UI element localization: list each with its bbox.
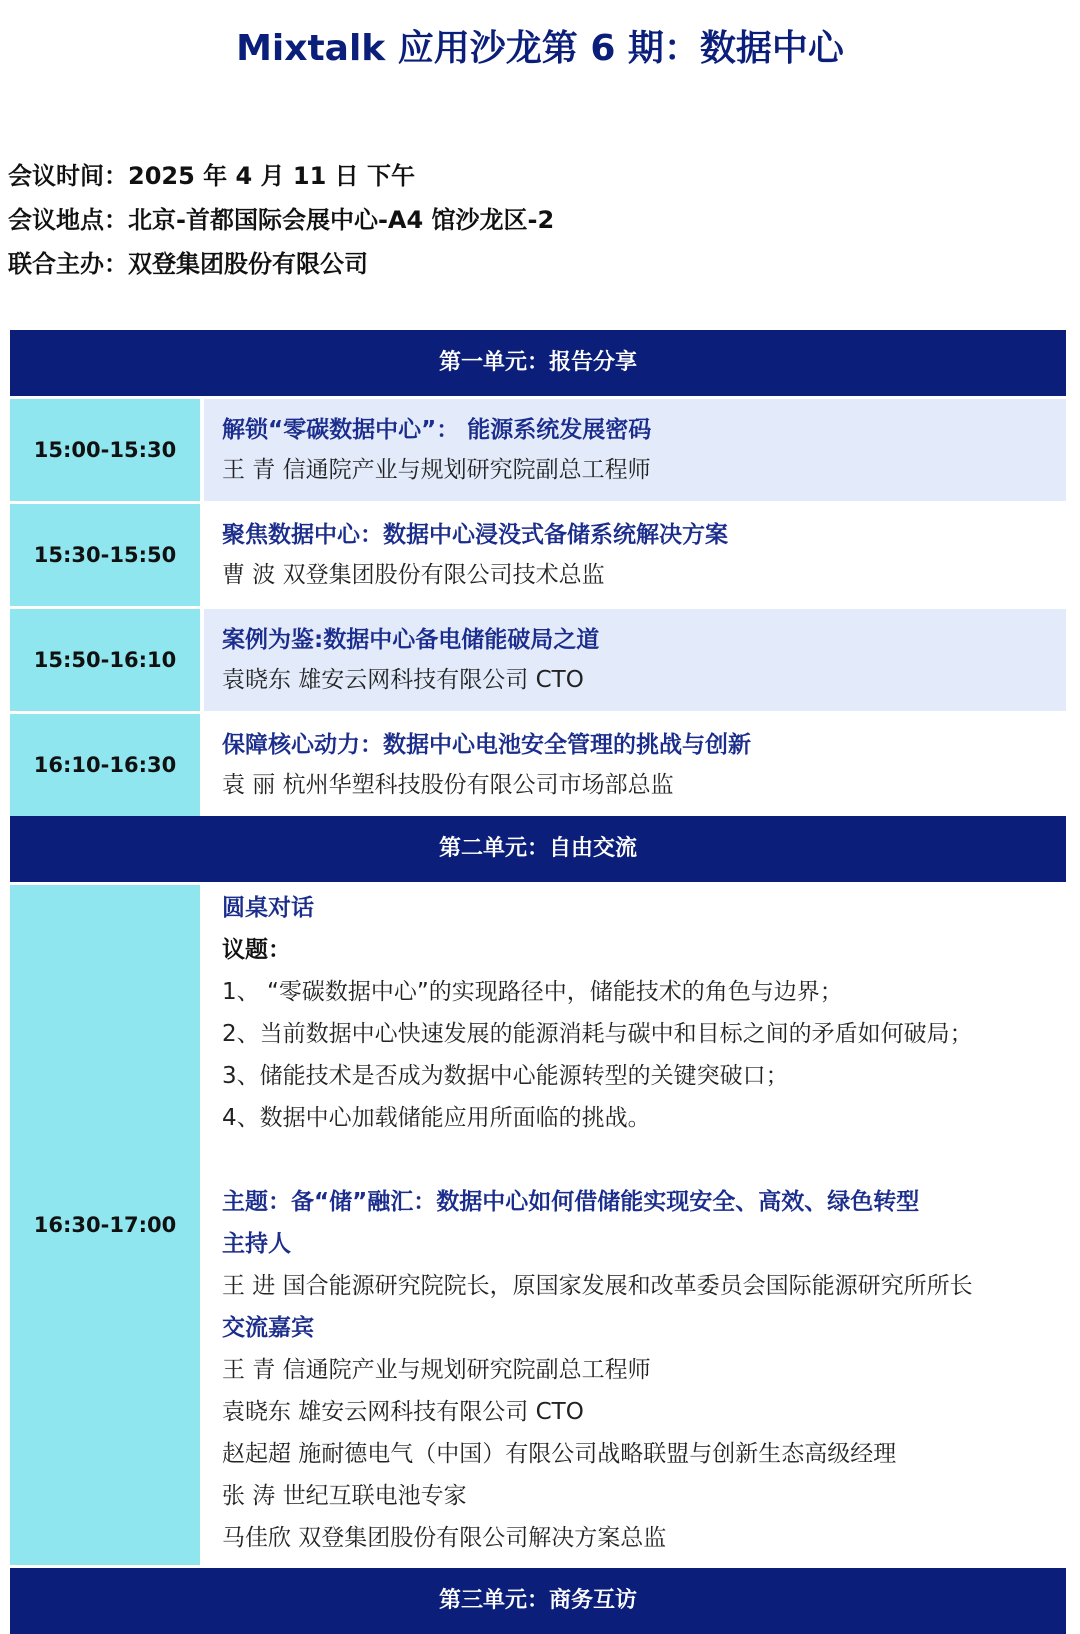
topic-item: 3、储能技术是否成为数据中心能源转型的关键突破口； — [222, 1063, 789, 1089]
time-slot: 15:00-15:30 — [10, 399, 204, 501]
talk-title: 保障核心动力：数据中心电池安全管理的挑战与创新 — [222, 732, 751, 758]
guest-item: 赵起超 施耐德电气（中国）有限公司战略联盟与创新生态高级经理 — [222, 1441, 897, 1467]
talk-row — [10, 501, 1066, 606]
time-slot: 15:30-15:50 — [10, 504, 204, 606]
spacer — [222, 1139, 1066, 1181]
topic-item: 4、数据中心加载储能应用所面临的挑战。 — [222, 1105, 651, 1131]
meeting-host: 联合主办：双登集团股份有限公司 — [8, 250, 368, 278]
time-slot: 16:10-16:30 — [10, 714, 204, 816]
time-slot: 16:30-17:00 — [10, 885, 204, 1565]
unit-2-header: 第二单元：自由交流 — [10, 816, 1066, 882]
talk-title: 解锁“零碳数据中心”： 能源系统发展密码 — [222, 417, 652, 443]
talk-speaker: 袁晓东 雄安云网科技有限公司 CTO — [222, 667, 584, 693]
roundtable-heading: 圆桌对话 — [222, 895, 314, 921]
topics-label: 议题： — [222, 937, 291, 963]
talk-title: 聚焦数据中心：数据中心浸没式备储系统解决方案 — [222, 522, 728, 548]
talk-speaker: 曹 波 双登集团股份有限公司技术总监 — [222, 562, 605, 588]
unit-3-header: 第三单元：商务互访 — [10, 1565, 1066, 1634]
talk-speaker: 袁 丽 杭州华塑科技股份有限公司市场部总监 — [222, 772, 674, 798]
topic-item: 2、当前数据中心快速发展的能源消耗与碳中和目标之间的矛盾如何破局； — [222, 1021, 973, 1047]
moderator-label: 主持人 — [222, 1231, 291, 1257]
guest-item: 王 青 信通院产业与规划研究院副总工程师 — [222, 1357, 651, 1383]
moderator-name: 王 进 国合能源研究院院长，原国家发展和改革委员会国际能源研究所所长 — [222, 1273, 973, 1299]
roundtable-content — [204, 885, 1066, 1565]
roundtable-row — [10, 882, 1066, 1565]
talk-content — [204, 714, 1066, 816]
talk-row — [10, 606, 1066, 711]
talk-content — [204, 399, 1066, 501]
meeting-time: 会议时间：2025 年 4 月 11 日 下午 — [8, 162, 416, 190]
page-title: Mixtalk 应用沙龙第 6 期：数据中心 — [236, 28, 844, 69]
schedule-table — [10, 330, 1066, 1634]
talk-title: 案例为鉴:数据中心备电储能破局之道 — [222, 627, 600, 653]
talk-row — [10, 711, 1066, 816]
guest-item: 袁晓东 雄安云网科技有限公司 CTO — [222, 1399, 584, 1425]
talk-content — [204, 504, 1066, 606]
roundtable-theme: 主题：备“储”融汇：数据中心如何借储能实现安全、高效、绿色转型 — [222, 1189, 920, 1215]
unit-1-header: 第一单元：报告分享 — [10, 330, 1066, 396]
talk-row — [10, 396, 1066, 501]
guest-item: 张 涛 世纪互联电池专家 — [222, 1483, 467, 1509]
guest-item: 马佳欣 双登集团股份有限公司解决方案总监 — [222, 1525, 667, 1551]
meeting-info — [8, 154, 554, 286]
time-slot: 15:50-16:10 — [10, 609, 204, 711]
guests-label: 交流嘉宾 — [222, 1315, 314, 1341]
topic-item: 1、 “零碳数据中心”的实现路径中，储能技术的角色与边界； — [222, 979, 843, 1005]
talk-content — [204, 609, 1066, 711]
talk-speaker: 王 青 信通院产业与规划研究院副总工程师 — [222, 457, 651, 483]
meeting-location: 会议地点：北京-首都国际会展中心-A4 馆沙龙区-2 — [8, 206, 555, 234]
